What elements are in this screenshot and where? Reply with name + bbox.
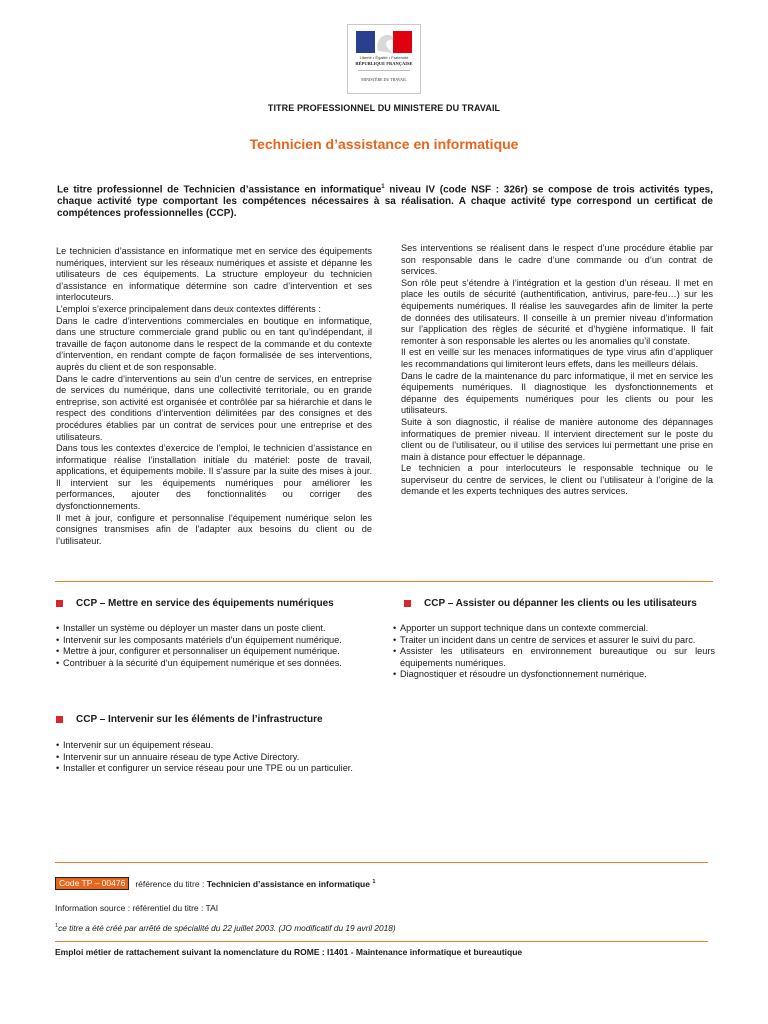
- ccp-title: CCP – Assister ou dépanner les clients ou les utilisateurs: [424, 598, 697, 609]
- marianne-flag-icon: [356, 31, 412, 53]
- left-paragraph: Dans le cadre d’interventions commerciales en boutique en informatique, dans une structure commerciale grand public ou en tant qu’indépendant, il travaille de façon autonome dans le respect de la commande et du contexte d’intervention, en rendant compte de façon formalisée de ses interventions, auprès du client et de son responsable.: [56, 315, 372, 372]
- ccp-list: [56, 623, 376, 669]
- page-title: Technicien d’assistance en informatique: [249, 136, 519, 152]
- footnote: [55, 923, 396, 933]
- footer-divider: [55, 862, 708, 863]
- list-item: • Intervenir sur un annuaire réseau de type Active Directory.: [56, 752, 396, 764]
- ccp-heading: [56, 598, 334, 609]
- list-item: • Installer un système ou déployer un master dans un poste client.: [56, 623, 376, 635]
- left-paragraph: Il met à jour, configure et personnalise l’équipement numérique selon les consignes transmises afin de l’adapter aux besoins du client ou de l’utilisateur.: [56, 512, 372, 546]
- ccp-heading: [56, 714, 323, 725]
- ref-footnote-mark: 1: [372, 878, 376, 885]
- rome-classification: Emploi métier de rattachement suivant la nomenclature du ROME : I1401 - Maintenance informatique et bureautique: [55, 947, 523, 957]
- title-reference: [55, 877, 375, 890]
- list-item: • Intervenir sur les composants matériels d’un équipement numérique.: [56, 635, 376, 647]
- ref-title-text: Technicien d’assistance en informatique: [206, 878, 370, 889]
- footer-divider-2: [55, 941, 708, 942]
- ccp-title: CCP – Intervenir sur les éléments de l’infrastructure: [76, 714, 323, 725]
- left-paragraph: Dans tous les contextes d’exercice de l’emploi, le technicien d’assistance en informatique réalise l’installation initiale du matériel: poste de travail, applications, et équipements mobile. Il s’assure par la suite des mises à jour. Il intervient sur les équipements numériques pour améliorer les performances, ajouter des fonctionnalités ou corriger des dysfonctionnements.: [56, 443, 372, 512]
- ccp-heading: [404, 598, 697, 609]
- right-paragraph: Il est en veille sur les menaces informatiques de type virus afin d’appliquer les recommandations qui limiteront leurs effets, dans les meilleurs délais.: [401, 347, 713, 369]
- left-paragraph: Dans le cadre d’interventions au sein d’un centre de services, en entreprise de services du numérique, dans une collectivité territoriale, ou en grande entreprise, son activité est organisée et contrôlée par sa hiérarchie et dans le respect des conditions d’intervention délimitées par des consignes et des procédures établies par un contrat de services pour une entreprise et des utilisateurs.: [56, 373, 372, 442]
- right-paragraph: Dans le cadre de la maintenance du parc informatique, il met en service les équipements numériques. Il diagnostique les dysfonctionnements et dépanne des équipements numériques pour les clients ou pour les utilisateurs.: [401, 370, 713, 416]
- description-left-column: [56, 246, 372, 547]
- list-item: • Contribuer à la sécurité d’un équipement numérique et ses données.: [56, 658, 376, 670]
- information-source: Information source : référentiel du titre : TAI: [55, 903, 219, 913]
- red-square-icon: [56, 716, 63, 723]
- right-paragraph: Ses interventions se réalisent dans le respect d’une procédure établie par son responsable dans le cadre d’une commande ou d’un contrat de services.: [401, 243, 713, 277]
- document-header: TITRE PROFESSIONNEL DU MINISTERE DU TRAVAIL: [267, 103, 501, 113]
- right-paragraph: Son rôle peut s’étendre à l’intégration et la gestion d’un réseau. Il met en place les outils de sécurité (authentification, antivirus, pare-feu…) sur les équipements numériques. Il réalise les sauvegardes afin de limiter la perte de données des utilisateurs. Il conseille à un premier niveau d’information sur l’application des règles de sécurité et d’hygiène informatique. Il fait remonter à son responsable les alertes ou les anomalies qu’il constate.: [401, 277, 713, 346]
- intro-text-1: Le titre professionnel de Technicien d’assistance en informatique: [57, 184, 382, 196]
- logo-motto: Liberté • Égalité • Fraternité: [359, 55, 409, 60]
- ccp-title: CCP – Mettre en service des équipements numériques: [76, 598, 334, 609]
- list-item: • Apporter un support technique dans un contexte commercial.: [393, 623, 715, 635]
- left-paragraph: Le technicien d’assistance en informatique met en service des équipements numériques, intervient sur les réseaux numériques et assiste et dépanne les utilisateurs de ces équipements. La structure employeur du technicien d’assistance en informatique détermine son cadre d’intervention et ses interlocuteurs.: [56, 246, 372, 303]
- right-paragraph: Suite à son diagnostic, il réalise de manière autonome des dépannages informatiques de premier niveau. Il intervient directement sur le poste du client ou de l’utilisateur, ou il utilise des services lui permettant une prise en main à distance pour effectuer le dépannage.: [401, 416, 713, 462]
- section-divider: [55, 581, 713, 582]
- intro-footnote-mark: 1: [381, 184, 385, 190]
- list-item: • Mettre à jour, configurer et personnaliser un équipement numérique.: [56, 646, 376, 658]
- list-item: • Intervenir sur un équipement réseau.: [56, 740, 396, 752]
- red-square-icon: [56, 600, 63, 607]
- list-item: • Traiter un incident dans un centre de services et assurer le suivi du parc.: [393, 635, 715, 647]
- ccp-list: [393, 623, 715, 681]
- footnote-text: ce titre a été créé par arrêté de spécialité du 22 juillet 2003. (JO modificatif du 19 avril 2018): [58, 923, 396, 933]
- footnote-mark: 1: [55, 923, 59, 930]
- intro-text-2: niveau IV (code NSF : 326r) se compose de trois activités types, chaque activité type comportant les compétences nécessaires à sa réalisation. A chaque activité type correspond un certificat de compétences professionnelles (CCP).: [57, 184, 713, 220]
- logo-ministry: MINISTÈRE DU TRAVAIL: [361, 77, 407, 82]
- ref-label: référence du titre :: [135, 878, 205, 889]
- logo-republic: RÉPUBLIQUE FRANÇAISE: [355, 61, 413, 66]
- left-paragraph: L’emploi s’exerce principalement dans deux contextes différents :: [56, 303, 321, 314]
- list-item: • Installer et configurer un service réseau pour une TPE ou un particulier.: [56, 763, 396, 775]
- logo-divider: [358, 70, 410, 71]
- code-tp-badge: Code TP – 00476: [55, 877, 129, 890]
- intro-paragraph: [57, 181, 713, 220]
- marianne-logo: [347, 24, 421, 94]
- ccp-list: [56, 740, 396, 775]
- list-item: • Assister les utilisateurs en environnement bureautique ou sur leurs équipements numériques.: [393, 646, 715, 669]
- ref-title: [207, 879, 376, 889]
- description-right-column: [401, 243, 713, 498]
- right-paragraph: Le technicien a pour interlocuteurs le responsable technique ou le superviseur du centre de services, le client ou l’utilisateur à l’origine de la demande et les experts techniques des autres services.: [401, 463, 713, 497]
- red-square-icon: [404, 600, 411, 607]
- list-item: • Diagnostiquer et résoudre un dysfonctionnement numérique.: [393, 669, 715, 681]
